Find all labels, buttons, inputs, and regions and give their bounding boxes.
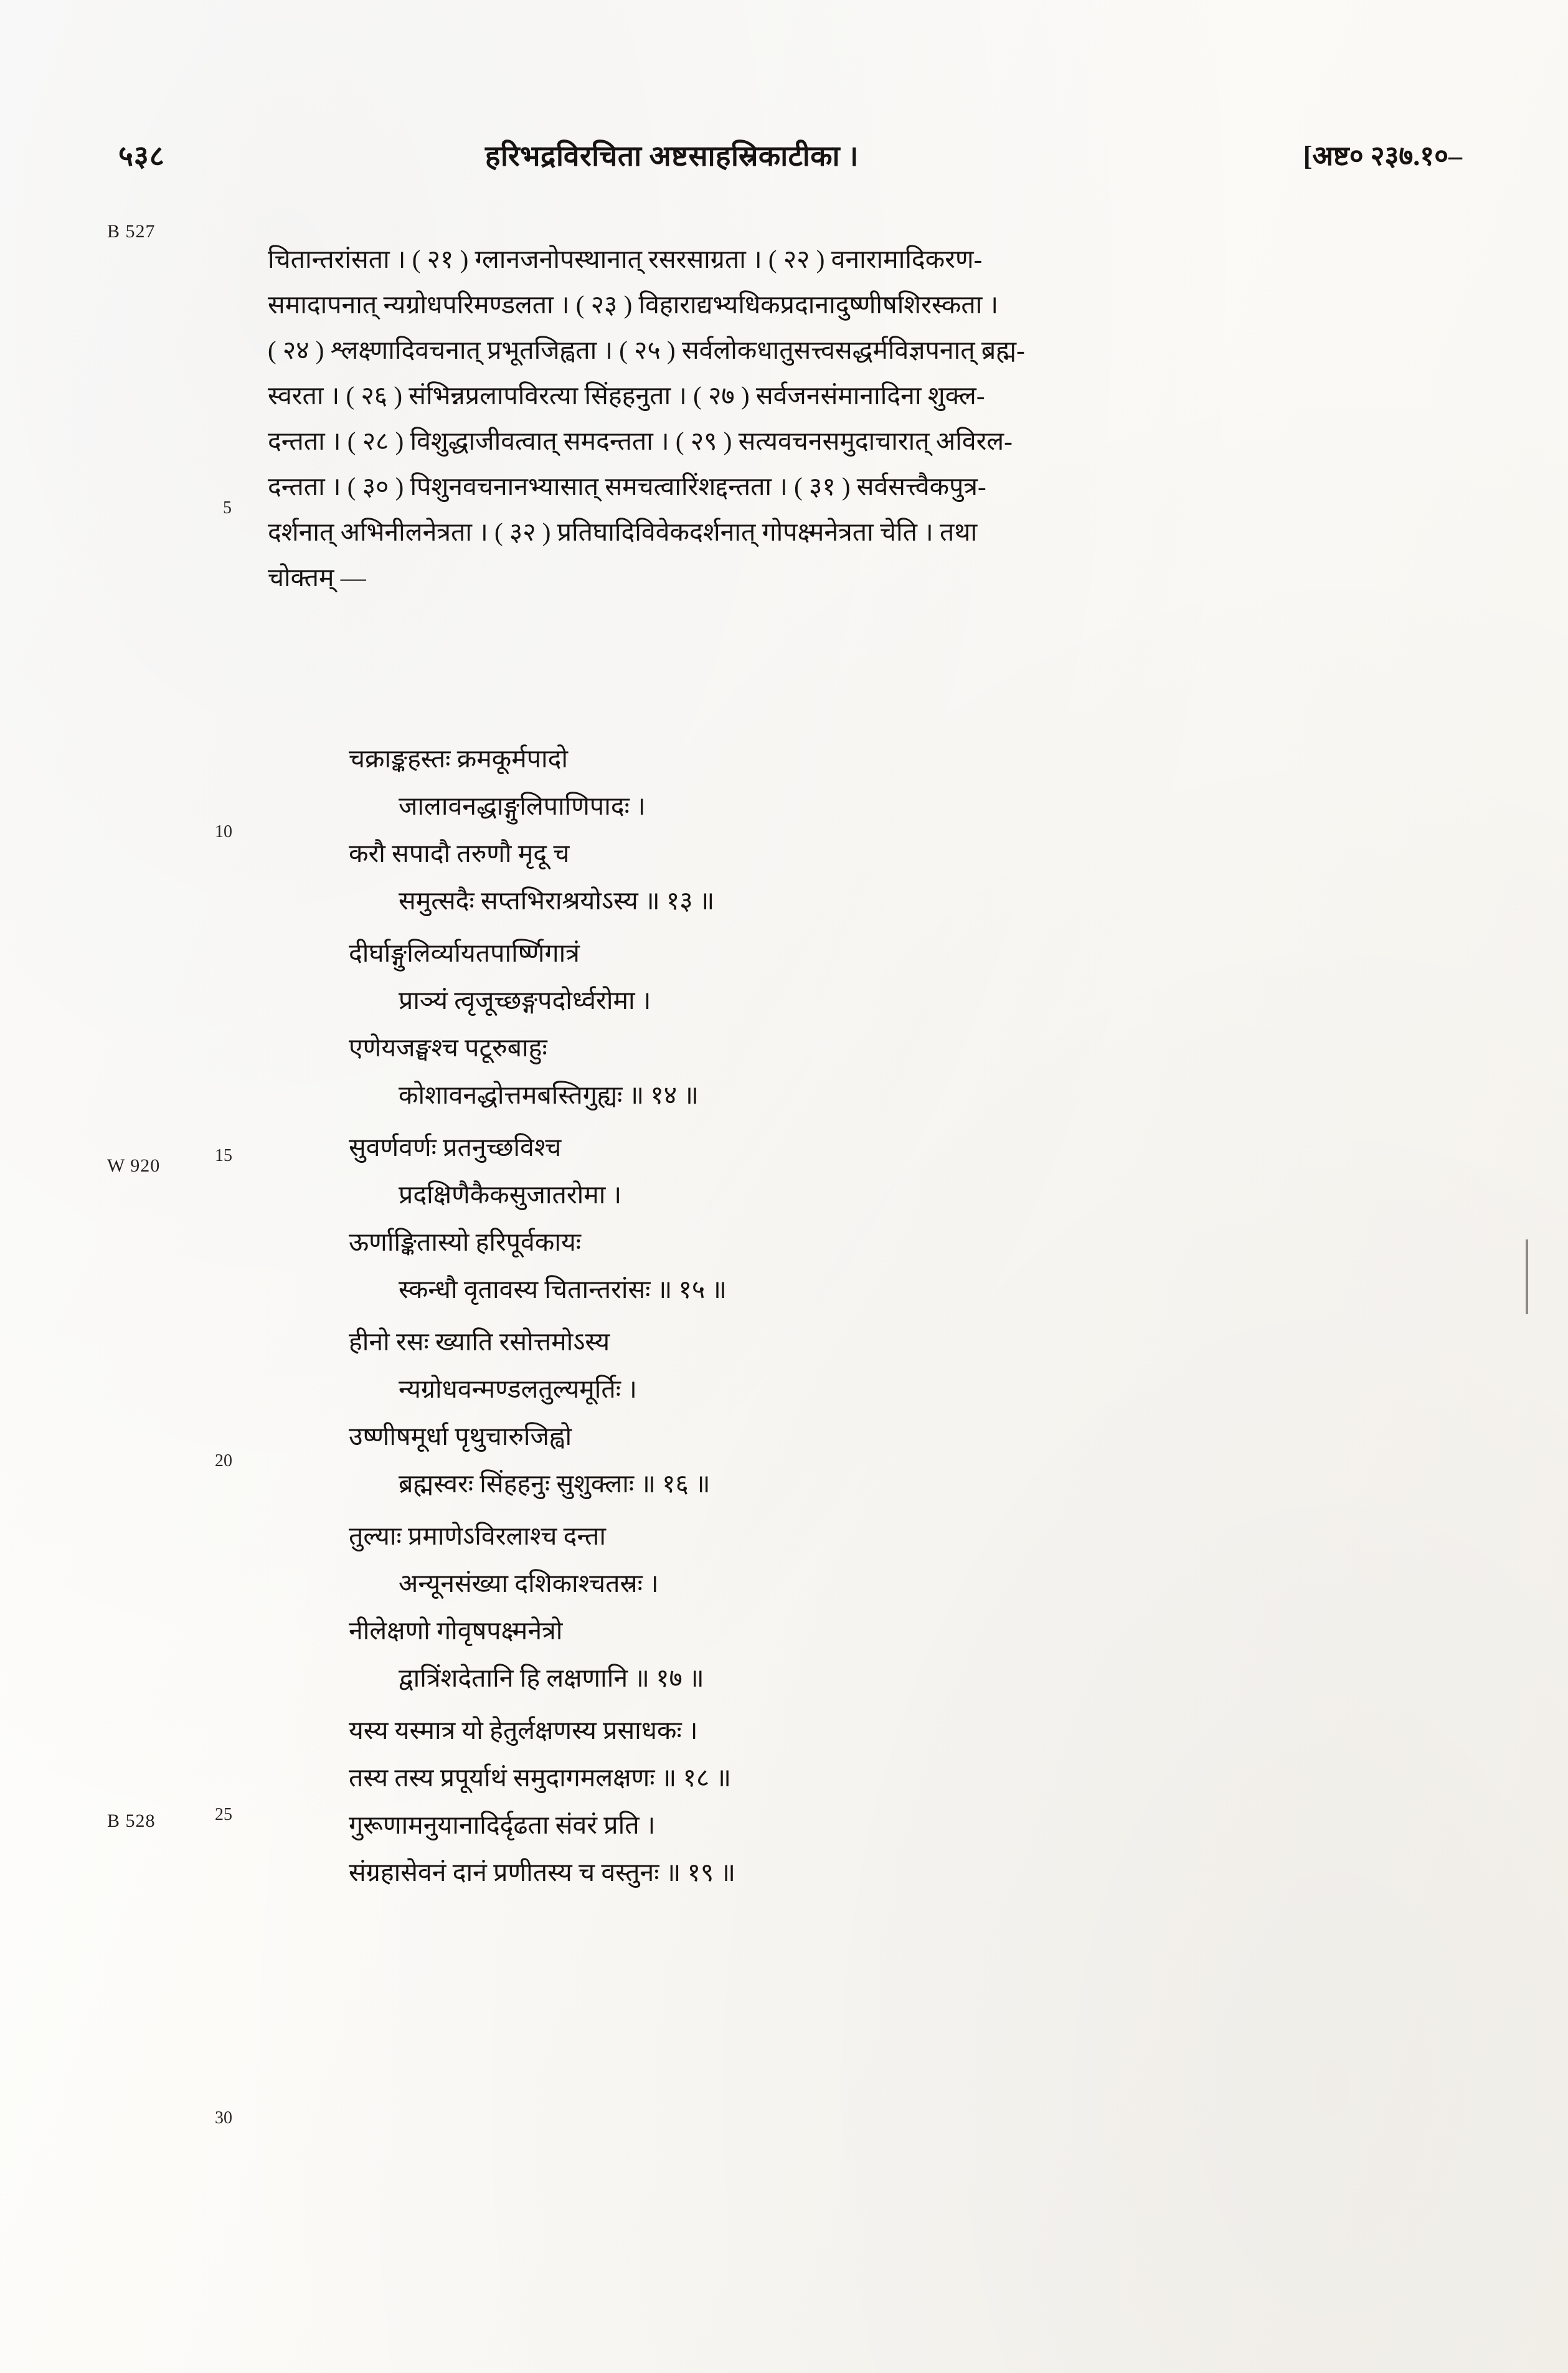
verse <box>349 1707 1475 1896</box>
line-number-15: 15 <box>215 1146 232 1165</box>
prose-line: समादापनात् न्यग्रोधपरिमण्डलता । ( २३ ) विहाराद्यभ्यधिकप्रदानादुष्णीषशिरस्कता । <box>268 290 999 319</box>
prose-line: स्वरता । ( २६ ) संभिन्नप्रलापविरत्या सिंहहनुता । ( २७ ) सर्वजनसंमानादिना शुक्ल- <box>268 381 985 410</box>
verse <box>349 1318 1475 1507</box>
margin-note-w920: W 920 <box>107 1155 161 1176</box>
verse-pada: एणेयजङ्घश्च पटूरुबाहुः <box>349 1033 547 1062</box>
verse-pada: तस्य तस्य प्रपूर्याथं समुदागमलक्षणः ॥ १८ ॥ <box>349 1763 732 1792</box>
verse-pada: स्कन्धौ वृतावस्य चितान्तरांसः ॥ १५ ॥ <box>399 1275 727 1304</box>
verse-pada: समुत्सदैः सप्तभिराश्रयोऽस्य ॥ १३ ॥ <box>399 886 715 915</box>
page-header <box>118 136 1462 179</box>
verse <box>349 735 1475 924</box>
prose-line: ( २४ ) श्लक्ष्णादिवचनात् प्रभूतजिह्वता । ( २५ ) सर्वलोकधातुसत्त्वसद्धर्मविज्ञपनात् ब्रह्म- <box>268 336 1025 364</box>
running-title: हरिभद्रविरचिता अष्टसाहस्रिकाटीका । <box>485 140 859 172</box>
verse-pada: न्यग्रोधवन्मण्डलतुल्यमूर्तिः । <box>399 1375 637 1403</box>
verse-pada: ब्रह्मस्वरः सिंहहनुः सुशुक्लाः ॥ १६ ॥ <box>399 1469 711 1498</box>
verse <box>349 929 1475 1119</box>
prose-line: चितान्तरांसता । ( २१ ) ग्लानजनोपस्थानात् रसरसाग्रता । ( २२ ) वनारामादिकरण- <box>268 245 983 273</box>
verse-pada: नीलेक्षणो गोवृषपक्ष्मनेत्रो <box>349 1616 563 1645</box>
verse-pada: द्वात्रिंशदेतानि हि लक्षणानि ॥ १७ ॥ <box>399 1664 704 1692</box>
margin-note-b527: B 527 <box>107 221 156 242</box>
prose-paragraph <box>268 237 1475 600</box>
prose-line: चोक्तम् — <box>268 563 366 592</box>
folio-number: ५३८ <box>118 140 165 172</box>
line-number-30: 30 <box>215 2108 232 2128</box>
verse-pada: उष्णीषमूर्धा पृथुचारुजिह्वो <box>349 1422 572 1451</box>
line-number-5: 5 <box>223 498 232 518</box>
verse-pada: जालावनद्धाङ्गुलिपाणिपादः । <box>399 792 646 820</box>
verse-pada: गुरूणामनुयानादिर्दृढता संवरं प्रति । <box>349 1811 656 1839</box>
page-edge-mark <box>1526 1239 1528 1314</box>
verse-pada: प्राञ्यं त्वृजूच्छङ्गपदोर्ध्वरोमा । <box>399 986 651 1015</box>
header-reference: [अष्ट० २३७.१०– <box>1303 141 1462 171</box>
verse-pada: दीर्घाङ्गुलिर्व्यायतपार्ष्णिगात्रं <box>349 939 580 967</box>
verse-pada: अन्यूनसंख्या दशिकाश्चतस्रः । <box>399 1569 659 1598</box>
prose-line: दन्तता । ( २८ ) विशुद्धाजीवत्वात् समदन्तता । ( २९ ) सत्यवचनसमुदाचारात् अविरल- <box>268 427 1013 455</box>
verse <box>349 1512 1475 1702</box>
verse-block <box>349 735 1475 1901</box>
verse <box>349 1124 1475 1313</box>
verse-pada: यस्य यस्मात्र यो हेतुर्लक्षणस्य प्रसाधकः । <box>349 1716 698 1745</box>
verse-pada: प्रदक्षिणैकैकसुजातरोमा । <box>399 1180 622 1209</box>
verse-pada: संग्रहासेवनं दानं प्रणीतस्य च वस्तुनः ॥ १९ ॥ <box>349 1858 736 1887</box>
prose-line: दन्तता । ( ३० ) पिशुनवचनानभ्यासात् समचत्वारिंशद्दन्तता । ( ३१ ) सर्वसत्त्वैकपुत्र- <box>268 472 986 501</box>
verse-pada: करौ सपादौ तरुणौ मृदू च <box>349 839 570 868</box>
verse-pada: चक्राङ्कहस्तः क्रमकूर्मपादो <box>349 744 569 773</box>
verse-pada: तुल्याः प्रमाणेऽविरलाश्च दन्ता <box>349 1522 606 1550</box>
line-number-20: 20 <box>215 1451 232 1471</box>
prose-block <box>268 237 1475 600</box>
line-number-10: 10 <box>215 822 232 841</box>
verse-pada: सुवर्णवर्णः प्रतनुच्छविश्च <box>349 1133 562 1162</box>
line-number-25: 25 <box>215 1805 232 1824</box>
verse-pada: कोशावनद्धोत्तमबस्तिगुह्यः ॥ १४ ॥ <box>399 1081 699 1109</box>
prose-line: दर्शनात् अभिनीलनेत्रता । ( ३२ ) प्रतिघादिविवेकदर्शनात् गोपक्ष्मनेत्रता चेति । तथा <box>268 518 978 546</box>
verse-pada: ऊर्णाङ्कितास्यो हरिपूर्वकायः <box>349 1228 582 1256</box>
verse-pada: हीनो रसः ख्याति रसोत्तमोऽस्य <box>349 1327 610 1356</box>
margin-note-b528: B 528 <box>107 1811 156 1831</box>
